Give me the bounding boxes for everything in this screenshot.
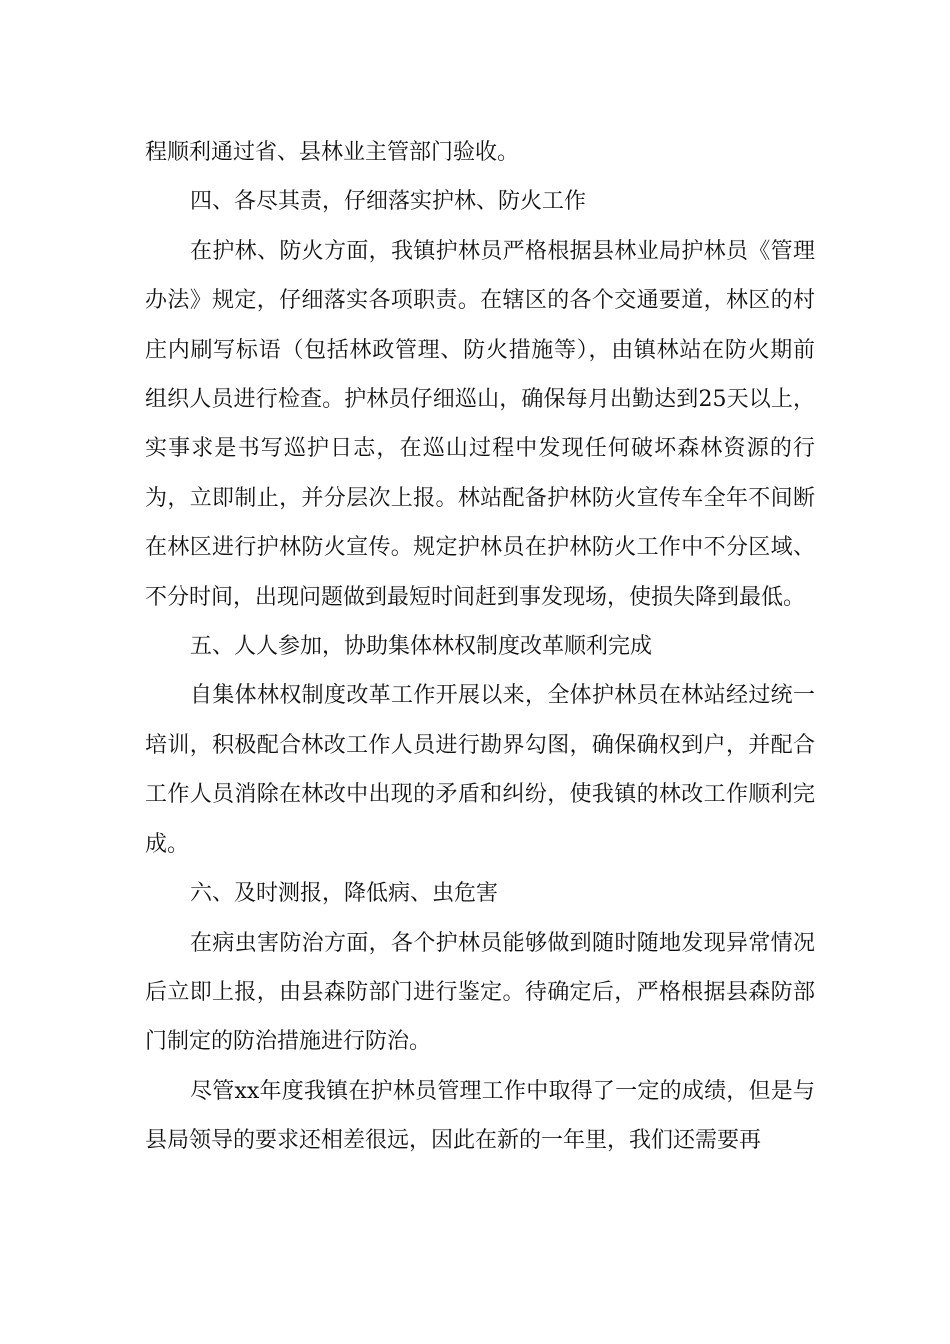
section-heading-6: 六、及时测报，降低病、虫危害 bbox=[190, 881, 499, 907]
paragraph-forest-fire-protection: 在护林、防火方面，我镇护林员严格根据县林业局护林员《管理办法》规定，仔细落实各项职责。在辖区的各个交通要道，林区的村庄内刷写标语（包括林政管理、防火措施等），由镇林站在防火期前组织人员进行检查。护林员仔细巡山，确保每月出勤达到25天以上，实事求是书写巡护日志，在巡山过程中发现任何破坏森林资源的行为，立即制止，并分层次上报。林站配备护林防火宣传车全年不间断在林区进行护林防火宣传。规定护林员在护林防火工作中不分区域、不分时间，出现问题做到最短时间赶到事发现场，使损失降到最低。 bbox=[145, 238, 815, 610]
section-heading-5: 五、人人参加，协助集体林权制度改革顺利完成 bbox=[190, 634, 653, 660]
document-body bbox=[145, 128, 815, 1166]
section-heading-4: 四、各尽其责，仔细落实护林、防火工作 bbox=[190, 189, 587, 215]
paragraph-pest-control: 在病虫害防治方面，各个护林员能够做到随时随地发现异常情况后立即上报，由县森防部门进行鉴定。待确定后，严格根据县森防部门制定的防治措施进行防治。 bbox=[145, 930, 815, 1055]
paragraph-forest-reform: 自集体林权制度改革工作开展以来，全体护林员在林站经过统一培训，积极配合林改工作人员进行勘界勾图，确保确权到户，并配合工作人员消除在林改中出现的矛盾和纠纷，使我镇的林改工作顺利完成。 bbox=[145, 683, 815, 857]
paragraph-summary: 尽管xx年度我镇在护林员管理工作中取得了一定的成绩，但是与县局领导的要求还相差很远，因此在新的一年里，我们还需要再 bbox=[145, 1078, 815, 1154]
paragraph-continuation: 程顺利通过省、县林业主管部门验收。 bbox=[145, 140, 520, 165]
